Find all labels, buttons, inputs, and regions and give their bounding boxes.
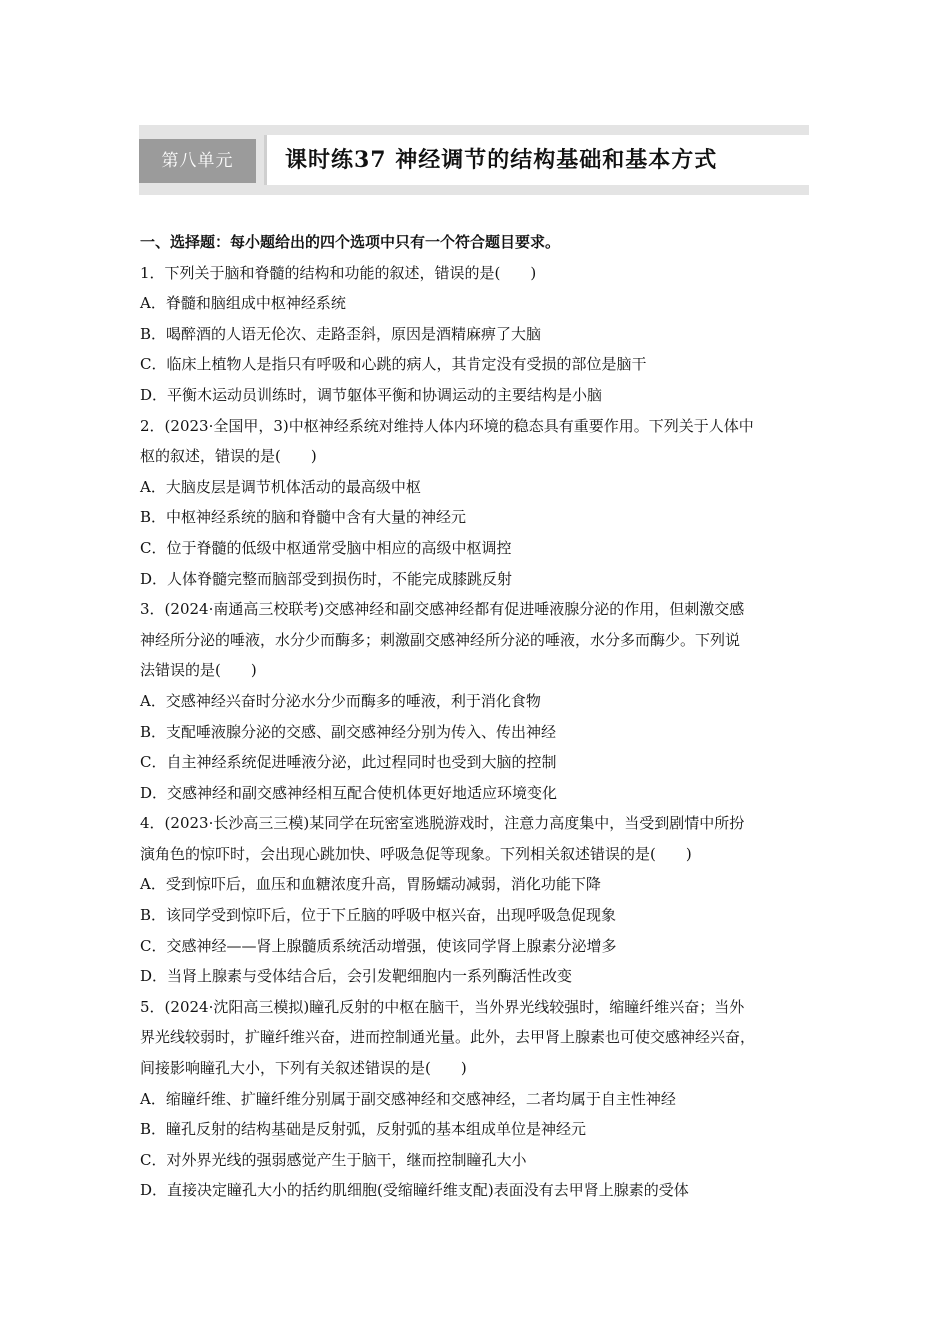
header-banner xyxy=(139,125,809,195)
option-B: B．瞳孔反射的结构基础是反射弧，反射弧的基本组成单位是神经元 xyxy=(140,1120,587,1139)
option-D: D．平衡木运动员训练时，调节躯体平衡和协调运动的主要结构是小脑 xyxy=(140,385,603,404)
question-4 xyxy=(140,808,820,992)
question-stem-line: 枢的叙述，错误的是( ) xyxy=(140,447,317,466)
question-stem-line: 神经所分泌的唾液，水分少而酶多；刺激副交感神经所分泌的唾液，水分多而酶少。下列说 xyxy=(140,630,741,649)
unit-label: 第八单元 xyxy=(139,139,256,183)
question-stem-line: 法错误的是( ) xyxy=(140,661,257,680)
question-stem-line: 1．下列关于脑和脊髓的结构和功能的叙述，错误的是( ) xyxy=(140,263,537,282)
question-list xyxy=(140,227,820,1206)
option-B: B．喝醉酒的人语无伦次、走路歪斜，原因是酒精麻痹了大脑 xyxy=(140,324,542,343)
title-box xyxy=(264,135,809,185)
option-C: C．对外界光线的强弱感觉产生于脑干，继而控制瞳孔大小 xyxy=(140,1150,527,1169)
option-C: C．临床上植物人是指只有呼吸和心跳的病人，其肯定没有受损的部位是脑干 xyxy=(140,355,647,374)
question-3 xyxy=(140,594,820,808)
option-A: A．大脑皮层是调节机体活动的最高级中枢 xyxy=(140,477,421,496)
question-stem-line: 3．(2024·南通高三校联考)交感神经和副交感神经都有促进唾液腺分泌的作用，但刺激交感 xyxy=(140,600,745,619)
option-C: C．位于脊髓的低级中枢通常受脑中相应的高级中枢调控 xyxy=(140,538,512,557)
option-B: B．中枢神经系统的脑和脊髓中含有大量的神经元 xyxy=(140,508,467,527)
question-stem-line: 演角色的惊吓时，会出现心跳加快、呼吸急促等现象。下列相关叙述错误的是( ) xyxy=(140,844,692,863)
option-B: B．支配唾液腺分泌的交感、副交感神经分别为传入、传出神经 xyxy=(140,722,557,741)
page-title: 课时练37 神经调节的结构基础和基本方式 xyxy=(285,147,718,173)
option-B: B．该同学受到惊吓后，位于下丘脑的呼吸中枢兴奋，出现呼吸急促现象 xyxy=(140,906,617,925)
question-stem-line: 间接影响瞳孔大小，下列有关叙述错误的是( ) xyxy=(140,1059,467,1078)
option-A: A．交感神经兴奋时分泌水分少而酶多的唾液，利于消化食物 xyxy=(140,691,541,710)
question-stem-line: 界光线较弱时，扩瞳纤维兴奋，进而控制通光量。此外，去甲肾上腺素也可使交感神经兴奋， xyxy=(140,1028,756,1047)
option-A: A．脊髓和脑组成中枢神经系统 xyxy=(140,294,346,313)
section-heading: 一、选择题：每小题给出的四个选项中只有一个符合题目要求。 xyxy=(140,233,561,251)
question-stem-line: 4．(2023·长沙高三三模)某同学在玩密室逃脱游戏时，注意力高度集中，当受到剧情中所扮 xyxy=(140,814,745,833)
question-5 xyxy=(140,992,820,1206)
question-1 xyxy=(140,258,820,411)
question-stem-line: 5．(2024·沈阳高三模拟)瞳孔反射的中枢在脑干，当外界光线较强时，缩瞳纤维兴奋；当外 xyxy=(140,997,745,1016)
option-A: A．受到惊吓后，血压和血糖浓度升高，胃肠蠕动减弱，消化功能下降 xyxy=(140,875,601,894)
option-D: D．直接决定瞳孔大小的括约肌细胞(受缩瞳纤维支配)表面没有去甲肾上腺素的受体 xyxy=(140,1181,689,1200)
question-stem-line: 2．(2023·全国甲，3)中枢神经系统对维持人体内环境的稳态具有重要作用。下列关于人体中 xyxy=(140,416,754,435)
option-D: D．交感神经和副交感神经相互配合使机体更好地适应环境变化 xyxy=(140,783,558,802)
option-D: D．当肾上腺素与受体结合后，会引发靶细胞内一系列酶活性改变 xyxy=(140,967,573,986)
option-C: C．自主神经系统促进唾液分泌，此过程同时也受到大脑的控制 xyxy=(140,753,557,772)
option-A: A．缩瞳纤维、扩瞳纤维分别属于副交感神经和交感神经，二者均属于自主性神经 xyxy=(140,1089,676,1108)
option-C: C．交感神经——肾上腺髓质系统活动增强，使该同学肾上腺素分泌增多 xyxy=(140,936,617,955)
question-2 xyxy=(140,411,820,595)
option-D: D．人体脊髓完整而脑部受到损伤时，不能完成膝跳反射 xyxy=(140,569,513,588)
